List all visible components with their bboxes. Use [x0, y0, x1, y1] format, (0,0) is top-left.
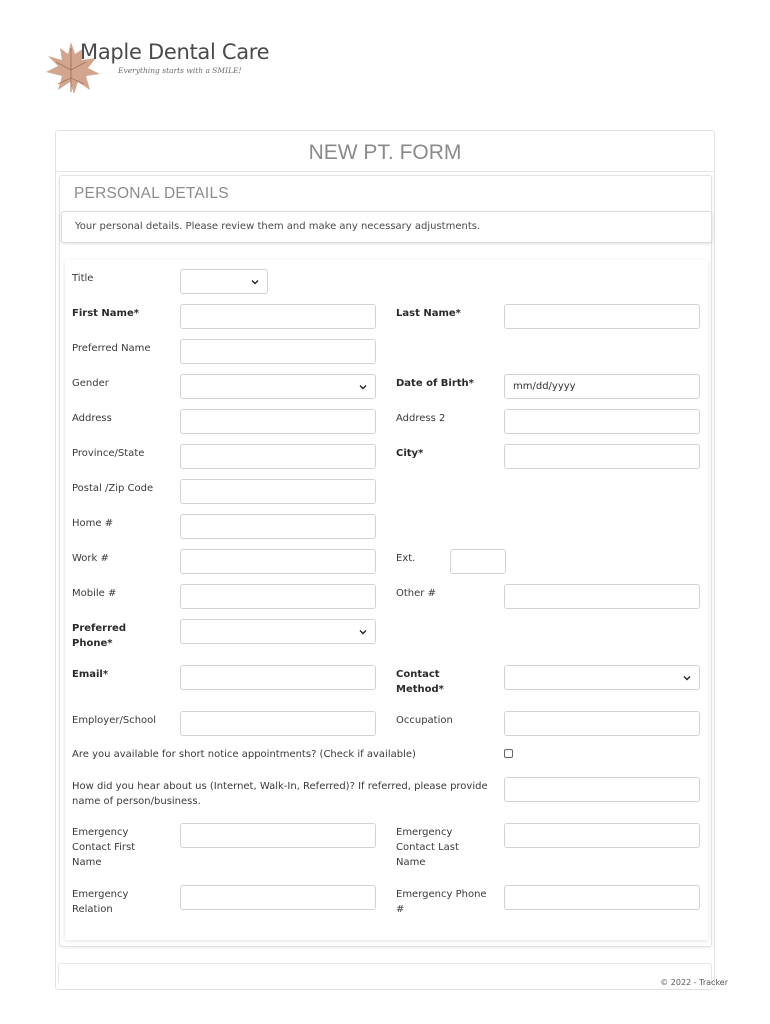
ext-input[interactable] — [450, 549, 506, 574]
chevron-down-icon — [358, 382, 368, 392]
preferred-phone-label: Preferred Phone* — [72, 623, 126, 649]
work-phone-label: Work # — [72, 553, 109, 564]
chevron-down-icon — [358, 627, 368, 637]
next-section-card — [58, 963, 712, 983]
ec-phone-label: Emergency Phone # — [396, 889, 487, 915]
chevron-down-icon — [250, 277, 260, 287]
other-phone-input[interactable] — [504, 584, 700, 609]
brand-name: Maple Dental Care — [80, 40, 270, 64]
new-patient-form-card — [55, 130, 715, 990]
home-phone-label: Home # — [72, 518, 114, 529]
referral-input[interactable] — [504, 777, 700, 802]
ec-relation-label: Emergency Relation — [72, 889, 129, 915]
ec-phone-input[interactable] — [504, 885, 700, 910]
ec-first-name-label: Emergency Contact First Name — [72, 827, 136, 868]
address2-input[interactable] — [504, 409, 700, 434]
province-label: Province/State — [72, 448, 145, 459]
gender-select[interactable] — [180, 374, 376, 399]
employer-label: Employer/School — [72, 715, 157, 726]
short-notice-label: Are you available for short notice appointments? (Check if available) — [72, 749, 416, 760]
short-notice-checkbox[interactable] — [504, 749, 513, 758]
title-select[interactable] — [180, 269, 268, 294]
contact-method-label: Contact Method* — [396, 669, 444, 695]
brand-logo — [40, 40, 280, 96]
first-name-label: First Name* — [72, 308, 139, 319]
ec-last-name-label: Emergency Contact Last Name — [396, 827, 459, 868]
city-input[interactable] — [504, 444, 700, 469]
preferred-name-input[interactable] — [180, 339, 376, 364]
occupation-label: Occupation — [396, 715, 453, 726]
dob-input[interactable]: mm/dd/yyyy — [504, 374, 700, 399]
last-name-input[interactable] — [504, 304, 700, 329]
mobile-label: Mobile # — [72, 588, 117, 599]
email-input[interactable] — [180, 665, 376, 690]
footer-copyright: © 2022 - Tracker — [660, 978, 728, 987]
ec-last-name-input[interactable] — [504, 823, 700, 848]
address-label: Address — [72, 413, 112, 424]
employer-input[interactable] — [180, 711, 376, 736]
ec-first-name-input[interactable] — [180, 823, 376, 848]
section-description-box — [61, 211, 712, 243]
city-label: City* — [396, 448, 424, 459]
home-phone-input[interactable] — [180, 514, 376, 539]
first-name-input[interactable] — [180, 304, 376, 329]
referral-label: How did you hear about us (Internet, Walk-In, Referred)? If referred, please provide name of person/business. — [72, 781, 488, 807]
form-panel — [65, 260, 708, 940]
address-input[interactable] — [180, 409, 376, 434]
postal-label: Postal /Zip Code — [72, 483, 154, 494]
mobile-input[interactable] — [180, 584, 376, 609]
ec-relation-input[interactable] — [180, 885, 376, 910]
section-description: Your personal details. Please review them and make any necessary adjustments. — [75, 221, 481, 232]
work-phone-input[interactable] — [180, 549, 376, 574]
email-label: Email* — [72, 669, 109, 680]
form-title: NEW PT. FORM — [308, 141, 462, 164]
contact-method-select[interactable] — [504, 665, 700, 690]
address2-label: Address 2 — [396, 413, 446, 424]
province-input[interactable] — [180, 444, 376, 469]
chevron-down-icon — [682, 673, 692, 683]
brand-tagline: Everything starts with a SMILE! — [118, 66, 242, 75]
preferred-phone-select[interactable] — [180, 619, 376, 644]
dob-label: Date of Birth* — [396, 378, 474, 389]
section-title: PERSONAL DETAILS — [74, 185, 229, 202]
gender-label: Gender — [72, 378, 109, 389]
last-name-label: Last Name* — [396, 308, 461, 319]
other-phone-label: Other # — [396, 588, 436, 599]
title-label: Title — [72, 273, 94, 284]
ext-label: Ext. — [396, 553, 416, 564]
personal-details-section — [59, 175, 712, 947]
occupation-input[interactable] — [504, 711, 700, 736]
card-header — [56, 131, 714, 172]
postal-input[interactable] — [180, 479, 376, 504]
preferred-name-label: Preferred Name — [72, 343, 151, 354]
